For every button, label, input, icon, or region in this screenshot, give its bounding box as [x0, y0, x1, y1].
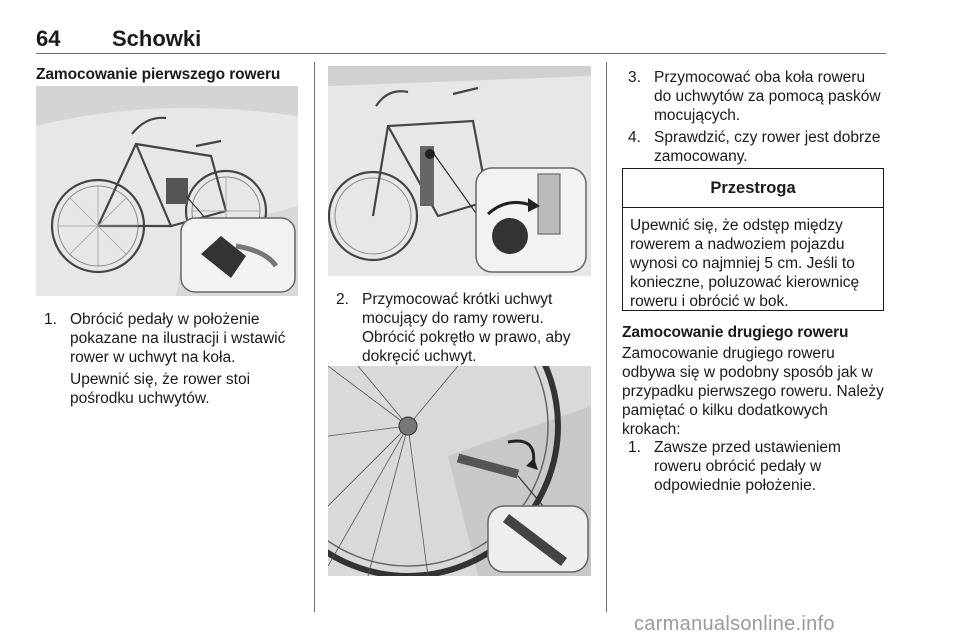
figure-first-bike	[36, 86, 298, 296]
step-number: 1.	[44, 311, 57, 328]
header-rule	[36, 53, 886, 54]
page-header	[36, 24, 886, 52]
chapter-title: Schowki	[112, 26, 202, 51]
column-divider-1	[314, 62, 315, 612]
step-number: 1.	[628, 439, 641, 456]
step-number: 3.	[628, 69, 641, 86]
column-divider-2	[606, 62, 607, 612]
caution-title: Przestroga	[623, 169, 883, 208]
frame-holder-knob-illustration-icon	[328, 66, 591, 276]
figure-frame-holder	[328, 66, 591, 276]
wheel-strap-illustration-icon	[328, 366, 591, 576]
watermark: carmanualsonline.info	[634, 613, 835, 635]
step-3	[628, 68, 886, 125]
caution-box	[622, 168, 884, 311]
figure-wheel-strap	[328, 366, 591, 576]
section-title-first-bike: Zamocowanie pierwszego roweru	[36, 66, 281, 83]
step-number: 2.	[336, 291, 349, 308]
step-text: Sprawdzić, czy rower jest dobrze zamocowany.	[654, 129, 881, 165]
section-2-text: Zamocowanie drugiego roweru odbywa się w podobny sposób jak w przypadku pierwszego roweru. Należy pamiętać o kilku dodatkowych krokach:	[622, 345, 884, 438]
step-text: Obrócić pedały w położenie pokazane na ilustracji i wstawić rower w uchwyt na koła.	[70, 311, 286, 366]
step-number: 4.	[628, 129, 641, 146]
step-1-note: Upewnić się, że rower stoi pośrodku uchwytów.	[70, 371, 251, 407]
caution-text: Upewnić się, że odstęp między rowerem a nadwoziem pojazdu wynosi co najmniej 5 cm. Jeśli to konieczne, poluzować kierownicę roweru i obrócić w bok.	[630, 217, 860, 310]
bike-on-carrier-illustration-icon	[36, 86, 298, 296]
step-4	[628, 128, 886, 166]
step-text: Przymocować oba koła roweru do uchwytów za pomocą pasków mocujących.	[654, 69, 881, 124]
step-2	[336, 290, 591, 366]
step-1	[44, 310, 294, 367]
section-title-second-bike: Zamocowanie drugiego roweru	[622, 324, 849, 341]
section-2-step-1	[628, 438, 886, 495]
step-text: Zawsze przed ustawieniem roweru obrócić pedały w odpowiednie położenie.	[654, 439, 841, 494]
step-text: Przymocować krótki uchwyt mocujący do ramy roweru. Obrócić pokrętło w prawo, aby dokręcić uchwyt.	[362, 291, 571, 365]
page-number: 64	[36, 26, 61, 51]
